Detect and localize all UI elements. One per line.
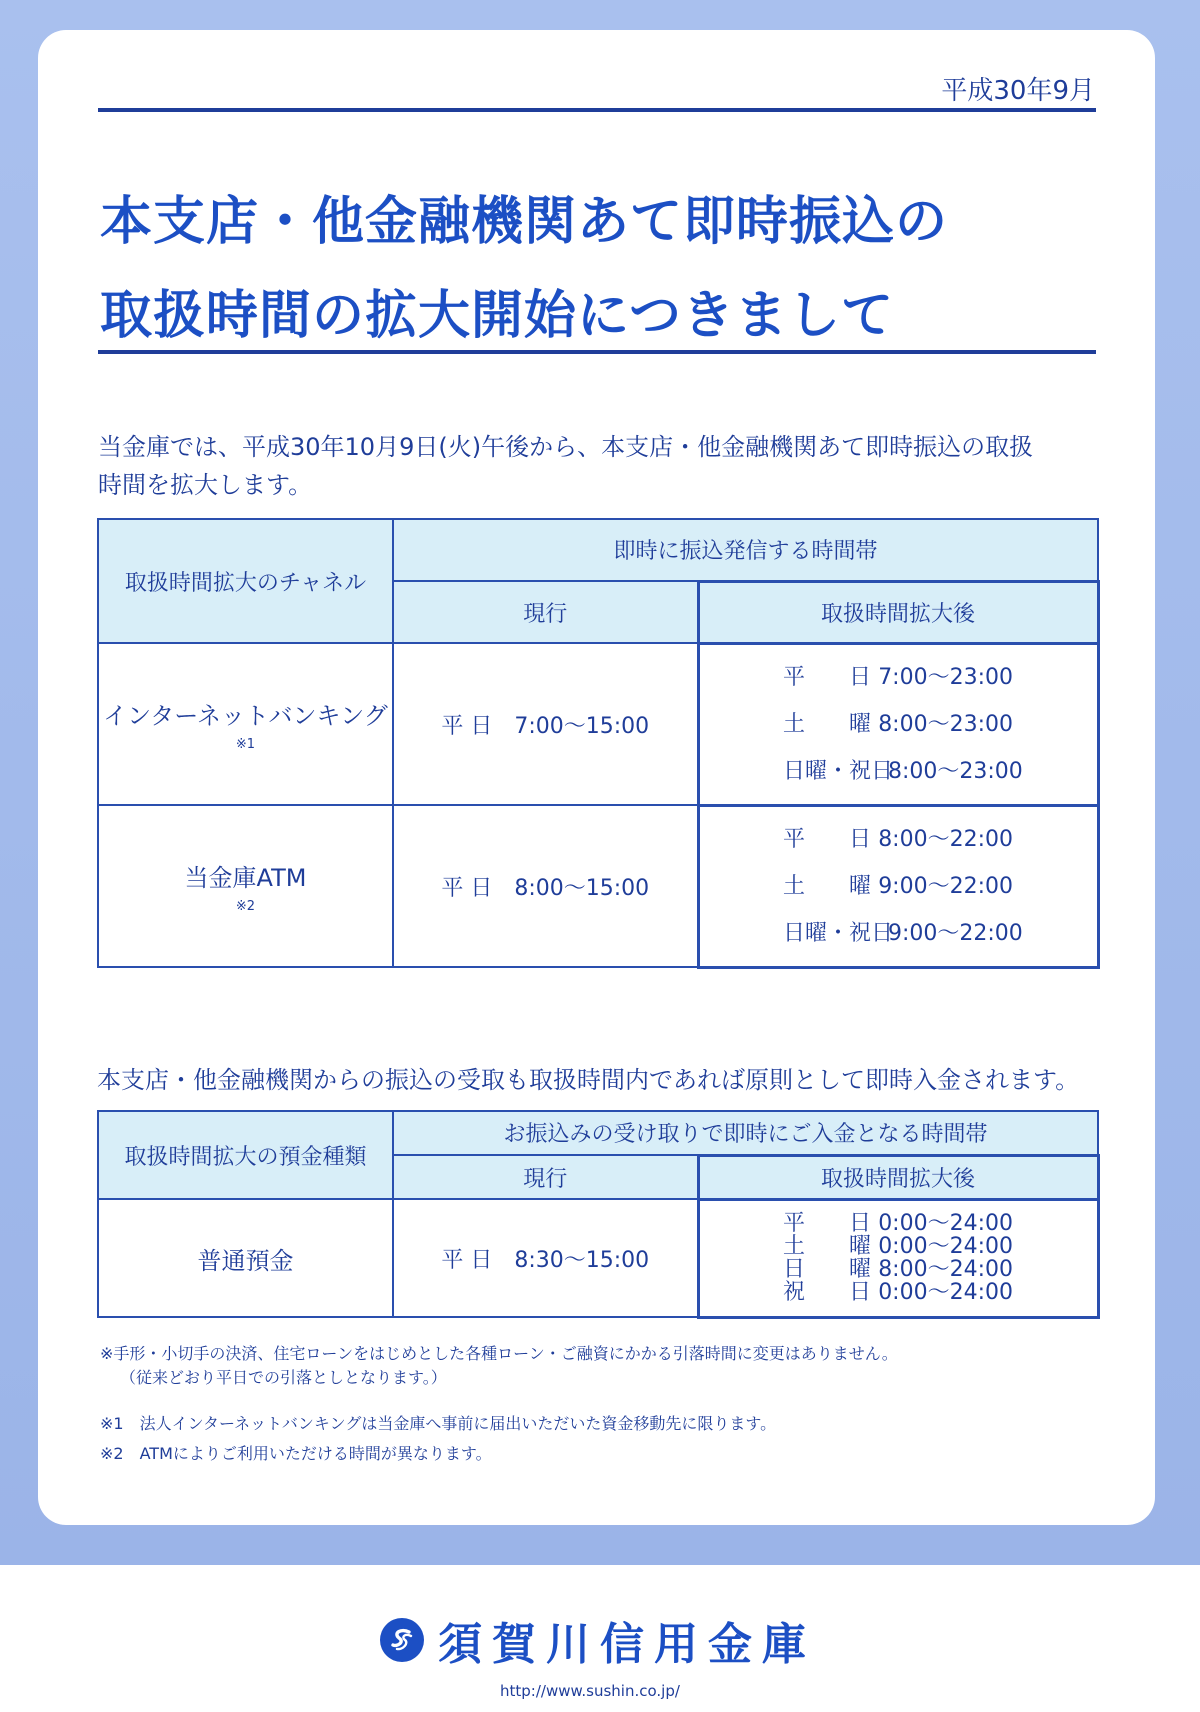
header-time-band: お振込みの受け取りで即時にご入金となる時間帯 xyxy=(393,1111,1098,1155)
schedule-row xyxy=(783,910,1023,957)
intro-line-2: 時間を拡大します。 xyxy=(98,471,313,499)
after-hours-list xyxy=(783,654,1023,795)
page-title xyxy=(100,175,1100,363)
footnote-mark: ※1 xyxy=(235,737,256,752)
schedule-row xyxy=(783,1212,1013,1235)
after-hours-list xyxy=(783,1212,1013,1304)
footnote-mark: ※2 xyxy=(235,899,256,914)
bank-name: 須賀川信用金庫 xyxy=(438,1619,816,1670)
footnotes xyxy=(100,1342,898,1466)
bank-logo xyxy=(380,1608,816,1672)
header-after: 取扱時間拡大後 xyxy=(698,1155,1098,1199)
channel-name: インターネットバンキング xyxy=(103,702,388,730)
schedule-day: 平 日 xyxy=(783,826,872,852)
current-hours: 平 日 7:00～15:00 xyxy=(393,643,698,805)
header-after: 取扱時間拡大後 xyxy=(698,581,1098,643)
intro-line-1: 当金庫では、平成30年10月9日(火)午後から、本支店・他金融機関あて即時振込の取扱 xyxy=(98,433,1034,461)
header-current: 現行 xyxy=(393,581,698,643)
top-divider xyxy=(98,108,1096,112)
schedule-row xyxy=(783,1258,1013,1281)
schedule-row xyxy=(783,748,1023,795)
note-1: ※1 法人インターネットバンキングは当金庫へ事前に届出いただいた資金移動先に限ります。 xyxy=(100,1414,777,1433)
schedule-row xyxy=(783,654,1013,701)
schedule-row xyxy=(783,1281,1013,1304)
title-divider xyxy=(98,350,1096,354)
schedule-time: 7:00～23:00 xyxy=(878,664,1013,690)
schedule-day: 祝 日 xyxy=(783,1280,872,1305)
schedule-day: 日曜・祝日 xyxy=(783,920,894,946)
schedule-time: 9:00～22:00 xyxy=(878,873,1013,899)
after-hours-cell xyxy=(698,1199,1098,1317)
schedule-day: 土 曜 xyxy=(783,1234,872,1259)
intro-text xyxy=(98,428,1108,504)
schedule-day: 平 日 xyxy=(783,664,872,690)
schedule-day: 日曜・祝日 xyxy=(783,758,894,784)
schedule-time: 8:00～23:00 xyxy=(878,711,1013,737)
title-line-2: 取扱時間の拡大開始につきまして xyxy=(100,286,894,346)
receipt-caption: 本支店・他金融機関からの振込の受取も取扱時間内であれば原則として即時入金されます。 xyxy=(97,1066,1080,1094)
note-main-1: ※手形・小切手の決済、住宅ローンをはじめとした各種ローン・ご融資にかかる引落時間に変更はありません。 xyxy=(100,1344,898,1363)
header-time-band: 即時に振込発信する時間帯 xyxy=(393,519,1098,581)
schedule-time: 8:00～24:00 xyxy=(878,1257,1013,1282)
schedule-time: 8:00～23:00 xyxy=(888,758,1023,784)
schedule-time: 0:00～24:00 xyxy=(878,1280,1013,1305)
after-hours-cell xyxy=(698,643,1098,805)
schedule-day: 土 曜 xyxy=(783,873,872,899)
note-main-2: （従来どおり平日での引落としとなります。） xyxy=(120,1368,447,1387)
transfer-hours-table xyxy=(97,518,1100,969)
header-deposit-type: 取扱時間拡大の預金種類 xyxy=(98,1111,393,1199)
after-hours-cell xyxy=(698,805,1098,967)
website-url[interactable]: http://www.sushin.co.jp/ xyxy=(500,1682,680,1700)
schedule-time: 9:00～22:00 xyxy=(888,920,1023,946)
schedule-time: 0:00～24:00 xyxy=(878,1234,1013,1259)
current-hours: 平 日 8:30～15:00 xyxy=(393,1199,698,1317)
channel-name: 当金庫ATM xyxy=(184,864,307,892)
after-hours-list xyxy=(783,816,1023,957)
table-row xyxy=(98,643,1098,805)
swirl-logo-icon xyxy=(380,1618,424,1662)
table-row xyxy=(98,1199,1098,1317)
channel-cell xyxy=(98,805,393,967)
title-line-1: 本支店・他金融機関あて即時振込の xyxy=(100,192,949,252)
note-2: ※2 ATMによりご利用いただける時間が異なります。 xyxy=(100,1444,492,1463)
schedule-row xyxy=(783,816,1013,863)
channel-cell xyxy=(98,643,393,805)
table-row xyxy=(98,805,1098,967)
schedule-row xyxy=(783,1235,1013,1258)
schedule-time: 0:00～24:00 xyxy=(878,1211,1013,1236)
current-hours: 平 日 8:00～15:00 xyxy=(393,805,698,967)
schedule-day: 平 日 xyxy=(783,1211,872,1236)
schedule-day: 日 曜 xyxy=(783,1257,872,1282)
header-channel: 取扱時間拡大のチャネル xyxy=(98,519,393,643)
schedule-day: 土 曜 xyxy=(783,711,872,737)
header-current: 現行 xyxy=(393,1155,698,1199)
schedule-row xyxy=(783,863,1013,910)
deposit-hours-table xyxy=(97,1110,1100,1319)
issue-date: 平成30年9月 xyxy=(941,76,1095,106)
deposit-type-name: 普通預金 xyxy=(98,1199,393,1317)
schedule-time: 8:00～22:00 xyxy=(878,826,1013,852)
schedule-row xyxy=(783,701,1013,748)
